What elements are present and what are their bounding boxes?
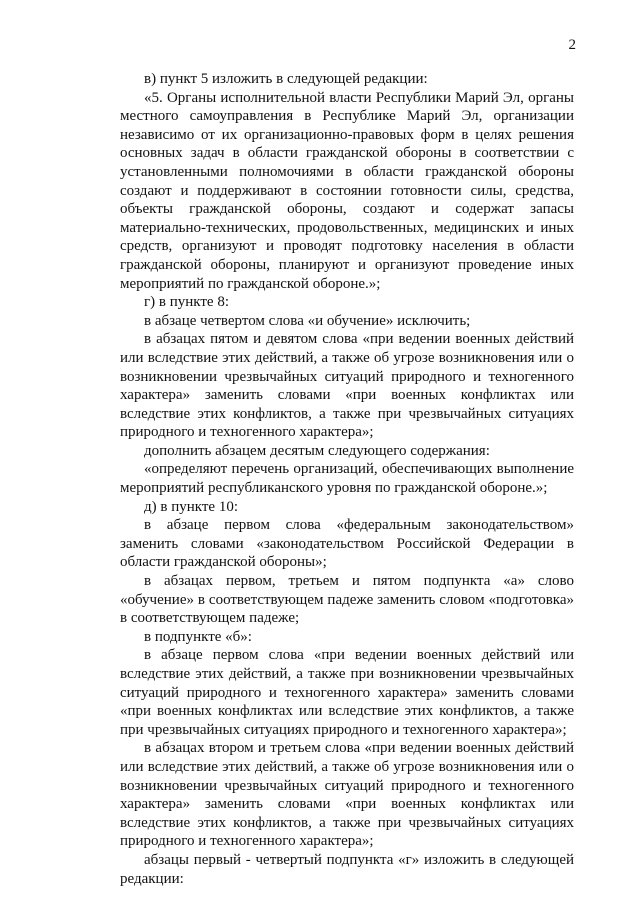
paragraph-subpoint-b: в подпункте «б»:: [144, 628, 252, 645]
paragraph-subpoint-g: абзацы первый - четвертый подпункта «г» изложить в следующей редакции:: [120, 851, 574, 887]
paragraph-subpoint-a: в абзацах первом, третьем и пятом подпункта «а» слово «обучение» в соответствующем падеже заменить словом «подготовка» в соответствующем падеже;: [120, 573, 574, 627]
paragraph-item-g-point-8: г) в пункте 8:: [144, 294, 230, 311]
paragraph-item-d-point-10: д) в пункте 10:: [144, 498, 238, 515]
document-body: [120, 70, 574, 888]
paragraph-quoted-abzats-10: «определяют перечень организаций, обеспечивающих выполнение мероприятий республиканского уровня по гражданской обороне.»;: [120, 461, 574, 497]
paragraph-abzats-4: в абзаце четвертом слова «и обучение» исключить;: [144, 312, 471, 329]
paragraph-abzats-5-9: в абзацах пятом и девятом слова «при ведении военных действий или вследствие этих действий, а также об угрозе возникновения или о возникновении чрезвычайных ситуаций природного и техногенного характера» заменить словами «при военных конфликтах или вследствие этих конфликтов, а также при чрезвычайных ситуациях природного и техногенного характера»;: [120, 331, 574, 441]
paragraph-subpoint-b-abzats-1: в абзаце первом слова «при ведении военных действий или вследствие этих действий, а также при возникновении чрезвычайных ситуаций природного и техногенного характера» заменить словами «при военных конфликтах или вследствие этих конфликтов, а также при чрезвычайных ситуациях природного и техногенного характера»;: [120, 647, 574, 738]
paragraph-add-abzats-10: дополнить абзацем десятым следующего содержания:: [144, 442, 490, 459]
page-number: 2: [568, 37, 576, 53]
paragraph-subpoint-b-abzats-2-3: в абзацах втором и третьем слова «при ведении военных действий или вследствие этих действий, а также об угрозе возникновения или о возникновении чрезвычайных ситуаций природного и техногенного характера» заменить словами «при военных конфликтах или вследствие этих конфликтов, а также при чрезвычайных ситуациях природного и техногенного характера»;: [120, 740, 574, 850]
paragraph-quoted-point-5: «5. Органы исполнительной власти Республики Марий Эл, органы местного самоуправления в Республике Марий Эл, организации независимо от их организационно-правовых форм в целях решения основных задач в области гражданской обороны в соответствии с установленными полномочиями в области гражданской обороны создают и поддерживают в состоянии готовности силы, средства, объекты гражданской обороны, создают и содержат запасы материально-технических, продовольственных, медицинских и иных средств, организуют и проводят подготовку населения в области гражданской обороны, планируют и организуют проведение иных мероприятий по гражданской обороне.»;: [120, 89, 574, 292]
paragraph-item-v-point-5: в) пункт 5 изложить в следующей редакции:: [144, 71, 428, 87]
paragraph-abzats-1: в абзаце первом слова «федеральным законодательством» заменить словами «законодательством Российской Федерации в области гражданской обороны»;: [120, 517, 574, 571]
